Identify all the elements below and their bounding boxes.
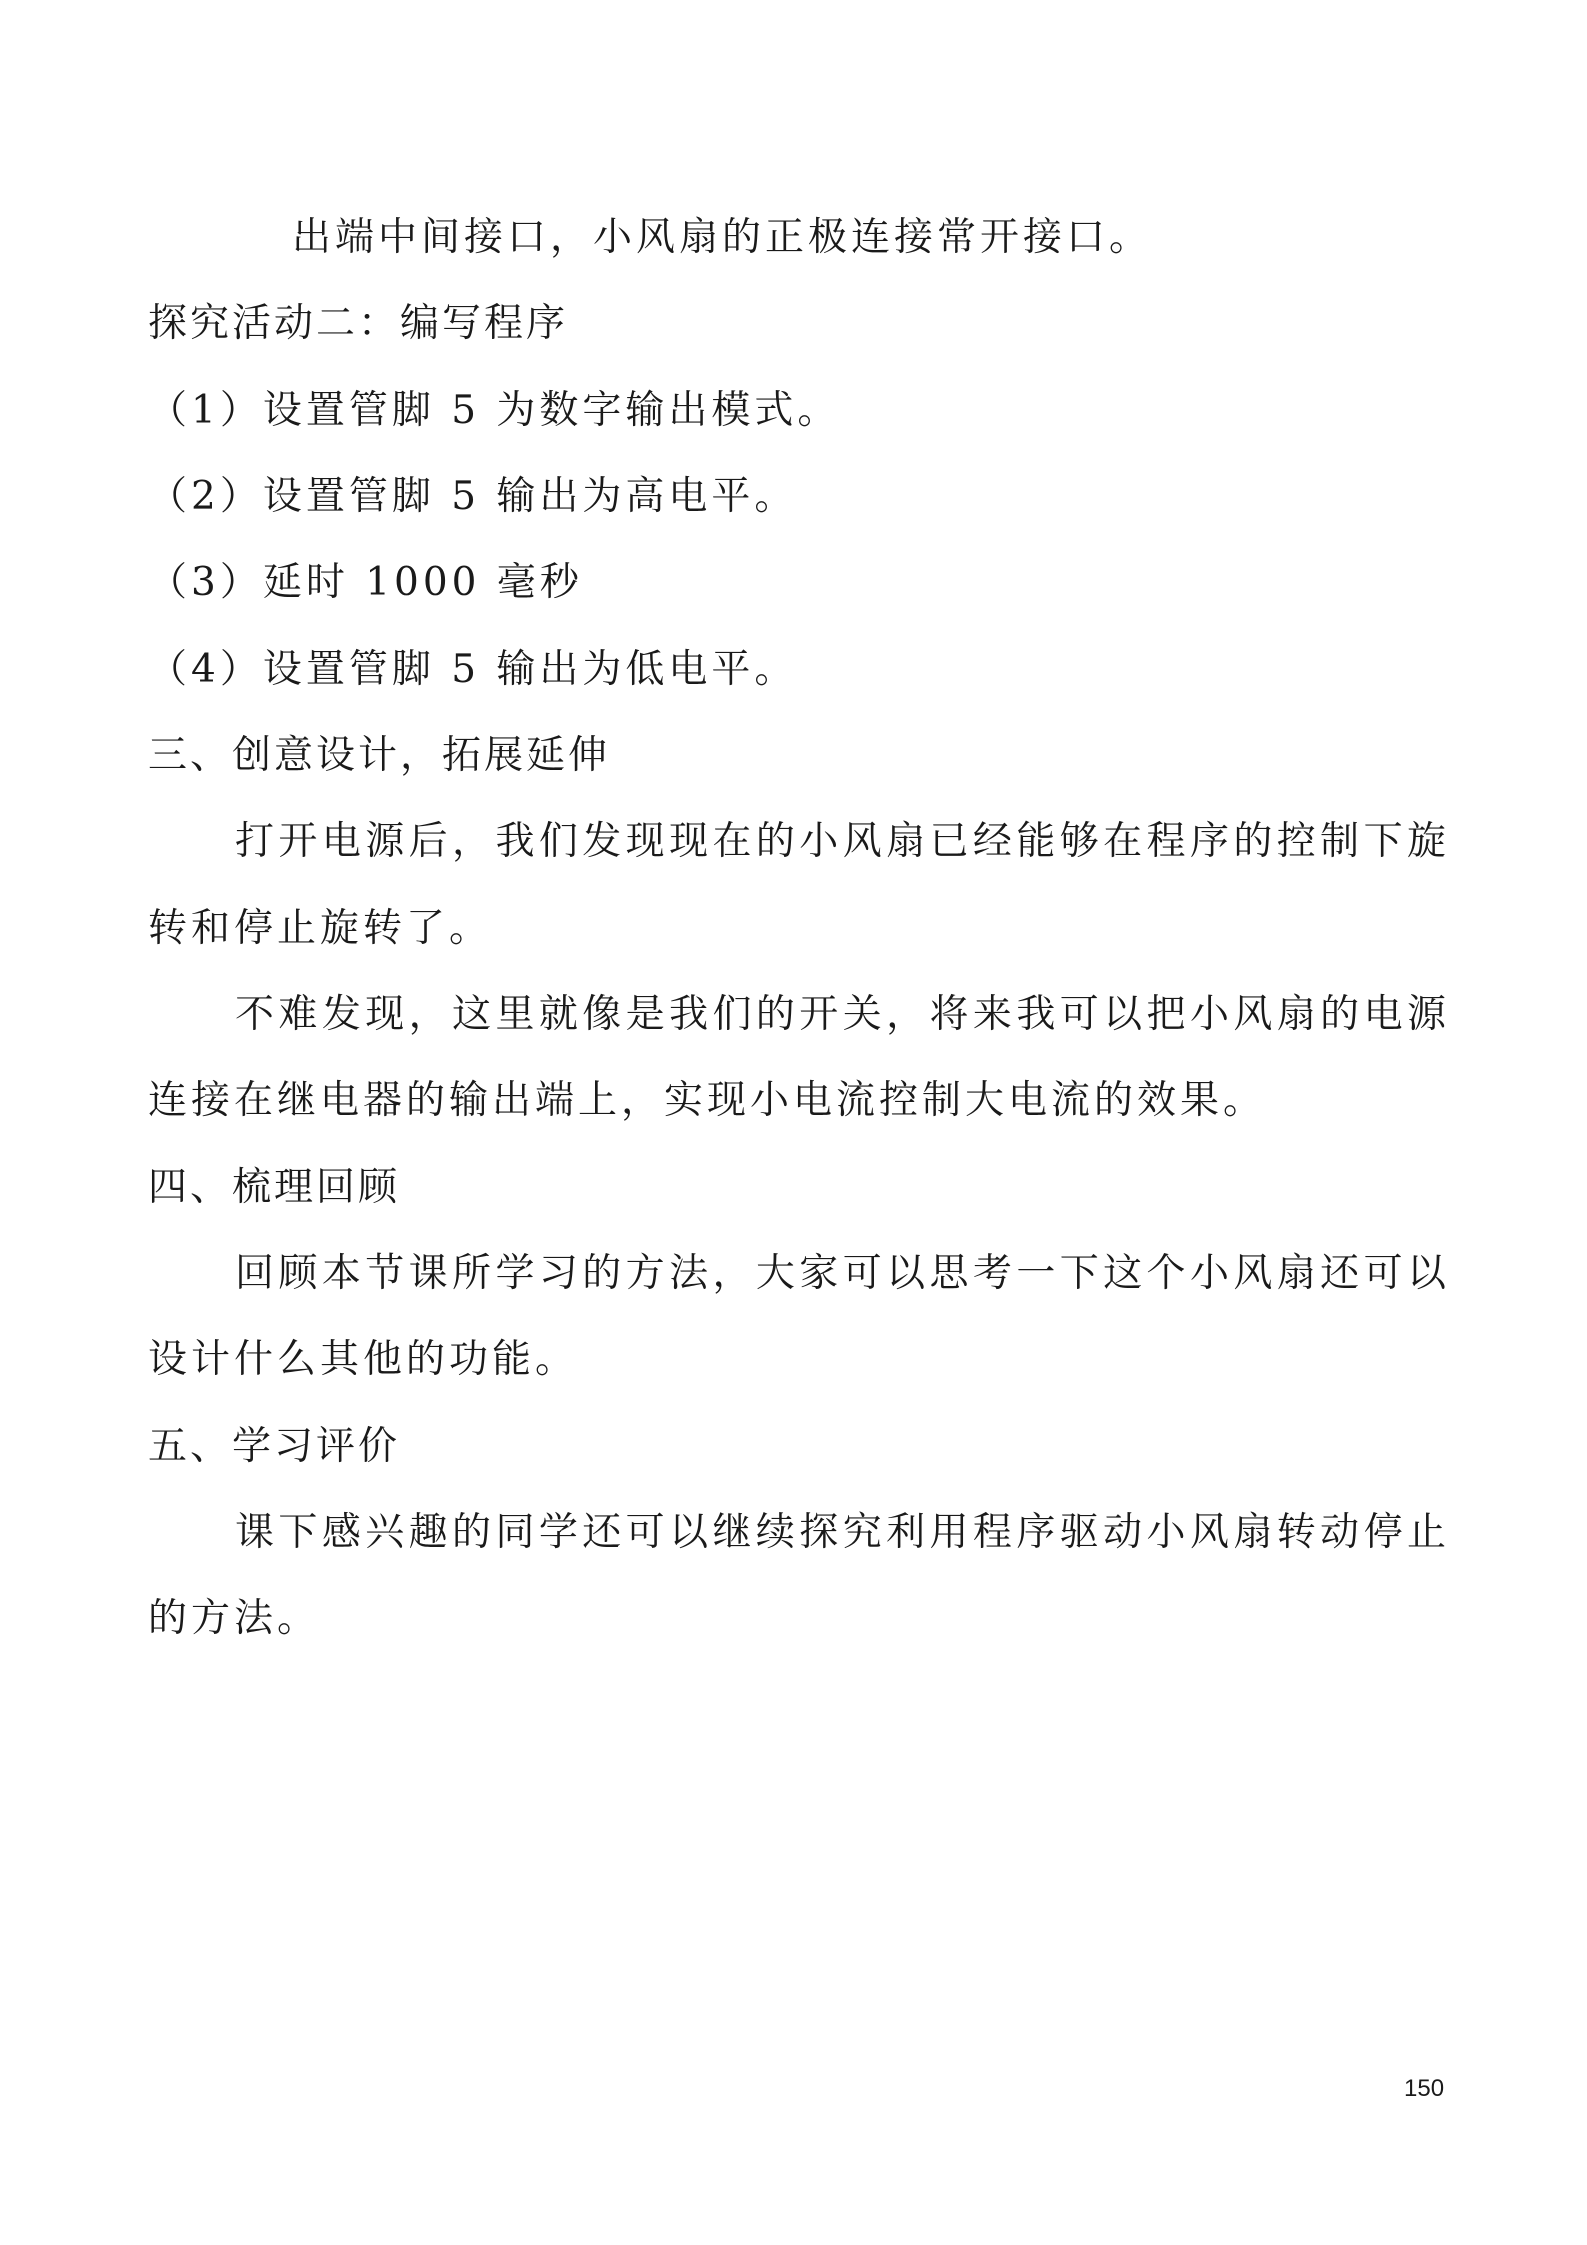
paragraph-continuation-line: 出端中间接口，小风扇的正极连接常开接口。: [292, 215, 1153, 260]
page-number: 150: [1404, 2075, 1445, 2102]
list-item-step-4: （4）设置管脚 5 输出为低电平。: [148, 647, 798, 692]
paragraph-line: 设计什么其他的功能。: [148, 1337, 579, 1382]
section-heading-creative-design: 三、创意设计，拓展延伸: [148, 733, 611, 778]
paragraph-line: 打开电源后，我们发现现在的小风扇已经能够在程序的控制下旋: [235, 819, 1448, 864]
paragraph-line: 不难发现，这里就像是我们的开关，将来我可以把小风扇的电源: [235, 992, 1448, 1037]
list-item-step-3: （3）延时 1000 毫秒: [148, 560, 583, 605]
paragraph-line: 回顾本节课所学习的方法，大家可以思考一下这个小风扇还可以: [235, 1251, 1448, 1296]
section-heading-review: 四、梳理回顾: [148, 1165, 401, 1210]
paragraph-line: 转和停止旋转了。: [148, 906, 493, 951]
list-item-step-1: （1）设置管脚 5 为数字输出模式。: [148, 388, 841, 433]
paragraph-line: 课下感兴趣的同学还可以继续探究利用程序驱动小风扇转动停止: [235, 1510, 1448, 1555]
section-heading-activity-two: 探究活动二：编写程序: [148, 301, 569, 346]
paragraph-line: 连接在继电器的输出端上，实现小电流控制大电流的效果。: [148, 1078, 1267, 1123]
list-item-step-2: （2）设置管脚 5 输出为高电平。: [148, 474, 798, 519]
paragraph-line: 的方法。: [148, 1596, 321, 1641]
section-heading-evaluation: 五、学习评价: [148, 1424, 401, 1469]
